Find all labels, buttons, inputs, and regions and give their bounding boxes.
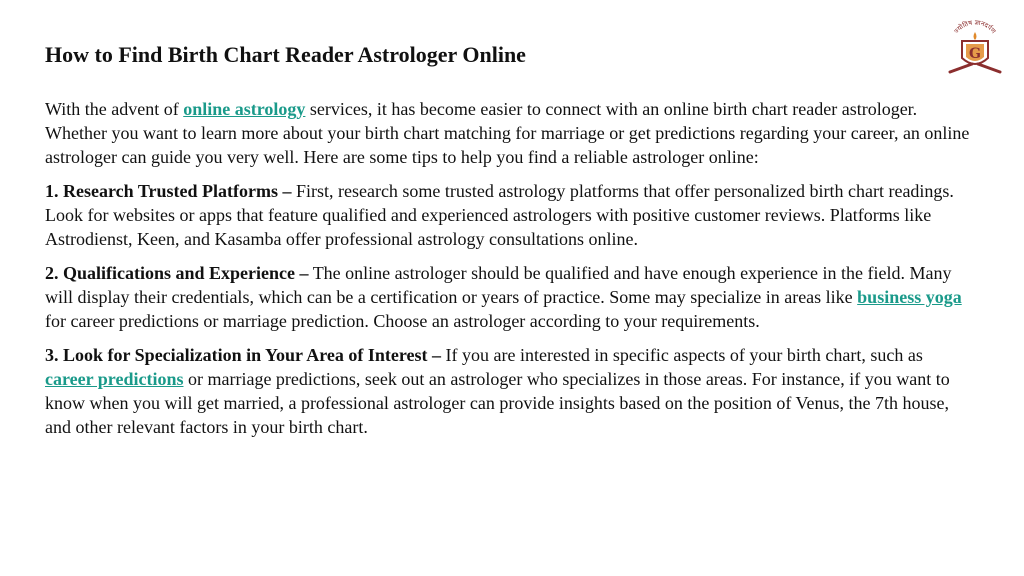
intro-paragraph: With the advent of online astrology services, it has become easier to connect with an online birth chart reader astrologer. Whether you want to learn more about your birth chart matching for marriage or get predictions regarding your career, an online astrologer can guide you very well. Here are some tips to help you find a reliable astrologer online: bbox=[45, 99, 970, 167]
tip-2-paragraph: 2. Qualifications and Experience – The online astrologer should be qualified and have enough experience in the field. Many will display their credentials, which can be a certification or years of practice. Some may specialize in areas like business yoga for career predictions or marriage prediction. Choose an astrologer according to your requirements. bbox=[45, 263, 962, 331]
brand-logo bbox=[942, 14, 1008, 80]
online-astrology-link[interactable]: online astrology bbox=[183, 99, 306, 119]
business-yoga-link[interactable]: business yoga bbox=[857, 287, 962, 307]
tip-1-heading: 1. Research Trusted Platforms – bbox=[45, 181, 292, 201]
page-title: How to Find Birth Chart Reader Astrologer Online bbox=[45, 42, 526, 67]
tip-1-paragraph: 1. Research Trusted Platforms – First, research some trusted astrology platforms that offer personalized birth chart readings. Look for websites or apps that feature qualified and experienced astrologers with positive customer reviews. Platforms like Astrodienst, Keen, and Kasamba offer professional astrology consultations online. bbox=[45, 181, 954, 249]
astrology-brand-logo-icon bbox=[942, 14, 1008, 80]
article-body bbox=[45, 97, 975, 449]
logo-text: ज्योतिष ज्ञानदर्पण bbox=[952, 18, 998, 36]
tip-3-heading: 3. Look for Specialization in Your Area of Interest – bbox=[45, 345, 441, 365]
svg-text:G: G bbox=[969, 46, 981, 62]
tip-3-paragraph: 3. Look for Specialization in Your Area of Interest – If you are interested in specific aspects of your birth chart, such as career predictions or marriage predictions, seek out an astrologer who specializes in those areas. For instance, if you want to know when you will get married, a professional astrologer can provide insights based on the position of Venus, the 7th house, and other relevant factors in your birth chart. bbox=[45, 345, 950, 437]
career-predictions-link[interactable]: career predictions bbox=[45, 369, 184, 389]
tip-2-heading: 2. Qualifications and Experience – bbox=[45, 263, 309, 283]
